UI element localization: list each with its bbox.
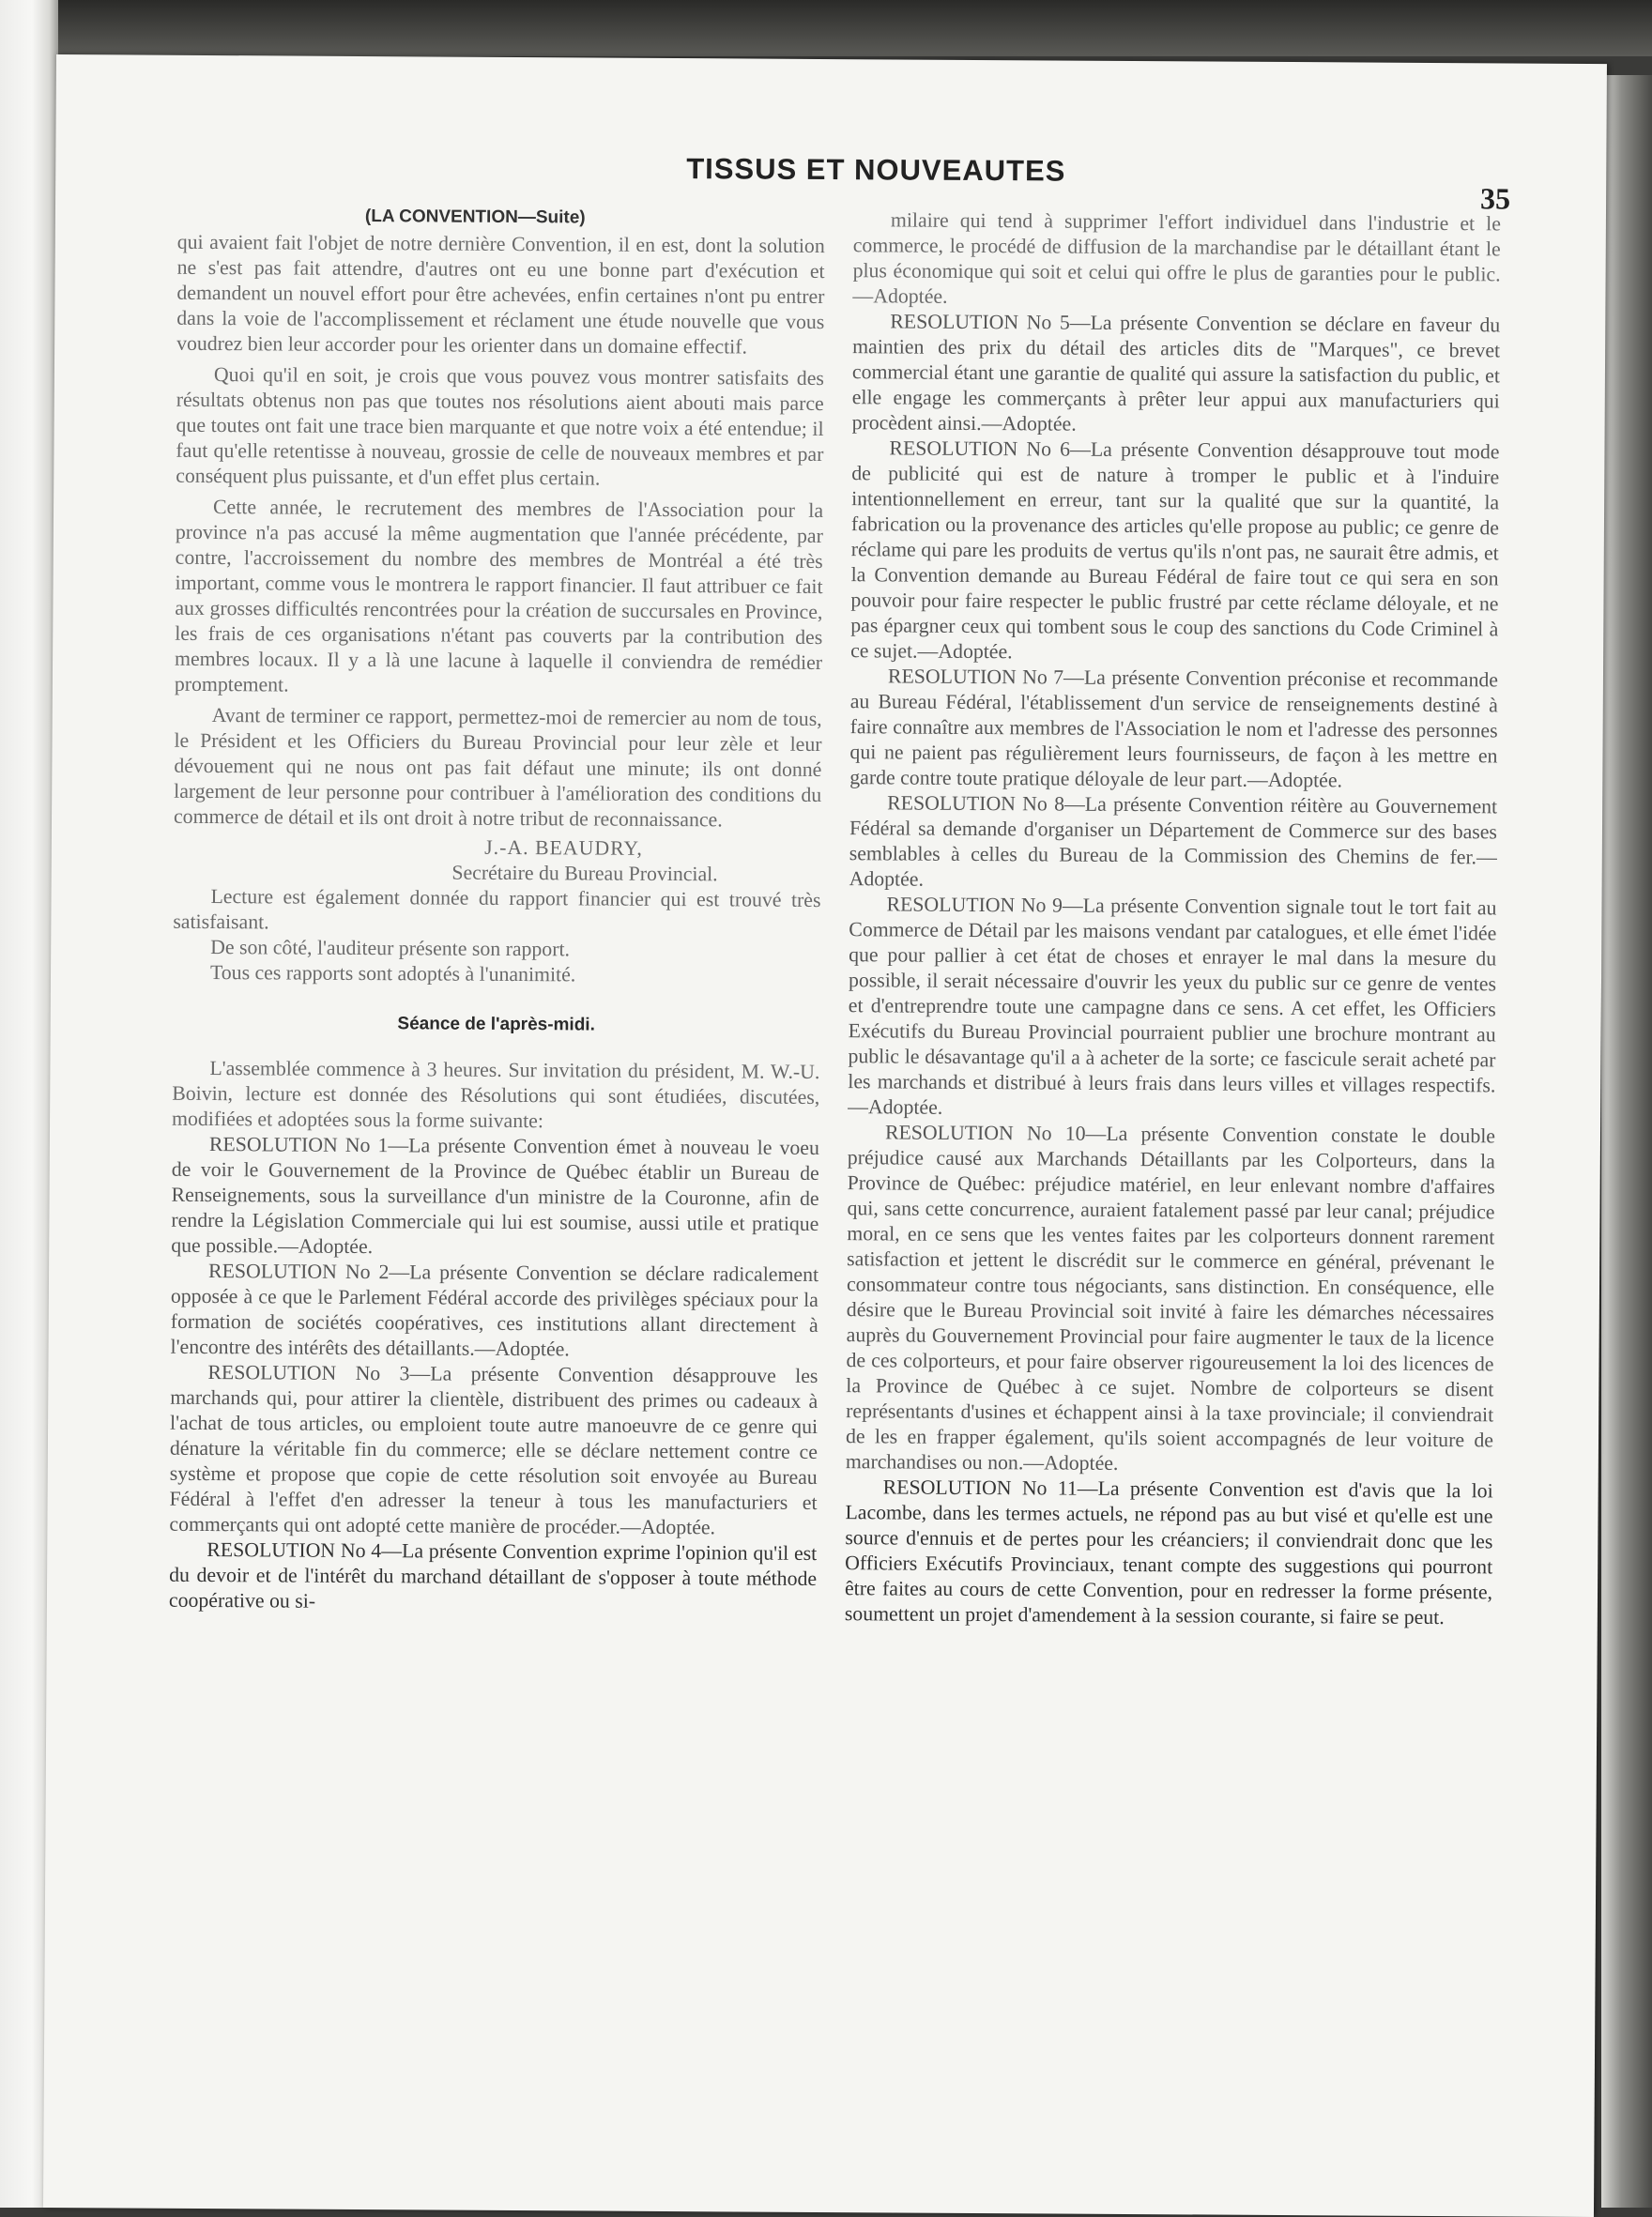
paragraph: Quoi qu'il en soit, je crois que vous pouvez vous montrer satisfaits des résultats obtenus non pas que toutes nos résolutions aient abouti mais parce que toutes ont fait une trace bien marquante et que notre voix a été entendue; il faut qu'elle retentisse à nouveau, grossie de celle de nouveaux membres et par conséquent plus puissante, et d'un effet plus certain. xyxy=(176,363,824,490)
continued-heading: (LA CONVENTION—Suite) xyxy=(364,206,586,228)
resolution-7: RESOLUTION No 7—La présente Convention préconise et recommande au Bureau Fédéral, l'établissement d'un service de renseignements destiné à faire connaître aux membres de l'Association le nom et l'adresse des personnes qui ne paient pas régulièrement leurs fournisseurs, de façon à les mettre en garde contre toute pratique déloyale de leur part.—Adoptée. xyxy=(849,665,1499,792)
paragraph: Tous ces rapports sont adoptés à l'unanimité. xyxy=(209,961,576,986)
resolution-9: RESOLUTION No 9—La présente Convention signale tout le tort fait au Commerce de Détail par les maisons vendant par catalogues, et elle émet l'idée que pour pallier à cet état de choses et enrayer le mal dans la mesure du possible, il serait nécessaire d'ouvrir les yeux du public sur ce genre de ventes et d'entreprendre toute une campagne dans ce sens. A cet effet, les Officiers Exécutifs du Bureau Provincial pourraient publier une brochure montrant au public le désavantage qu'il a à acheter de la sorte; ce fascicule serait acheté par les marchands et distribué à leurs frais dans leurs villes et villages respectifs.—Adoptée. xyxy=(848,893,1497,1119)
section-heading: Séance de l'après-midi. xyxy=(397,1014,595,1035)
right-column xyxy=(845,207,1501,1630)
left-column xyxy=(169,230,825,1617)
resolution-4: RESOLUTION No 4—La présente Convention exprime l'opinion qu'il est du devoir et de l'intérêt du marchand détaillant de s'opposer à toute méthode coopérative ou si- xyxy=(168,1538,818,1613)
resolution-5: RESOLUTION No 5—La présente Convention se déclare en faveur du maintien des prix du détail des articles dits de "Marques", ce brevet commercial étant une garantie de qualité qui assure la satisfaction du public, et elle engage les commerçants à prêter leur appui aux manufacturiers qui procèdent ainsi.—Adoptée. xyxy=(851,310,1501,436)
paragraph: Avant de terminer ce rapport, permettez-moi de remercier au nom de tous, le Président et les Officiers du Bureau Provincial pour leur zèle et leur dévouement qui ne nous ont pas fait défaut une minute; ils ont donné largement de leur personne pour contribuer à l'amélioration des conditions du commerce de détail et ils ont droit à notre tribut de reconnaissance. xyxy=(173,704,822,832)
resolution-2: RESOLUTION No 2—La présente Convention se déclare radicalement opposée à ce que le Parlement Fédéral accorde des privilèges spéciaux pour la formation de sociétés coopératives, ces institutions allant directement à l'encontre des intérêts des détaillants.—Adoptée. xyxy=(170,1260,819,1361)
running-title: TISSUS ET NOUVEAUTES xyxy=(686,152,1066,188)
book-page-edges xyxy=(1601,75,1652,2208)
signature-block xyxy=(174,833,821,888)
magazine-page xyxy=(43,54,1607,2217)
resolution-8: RESOLUTION No 8—La présente Convention réitère au Gouvernement Fédéral sa demande d'organiser un Département de Commerce sur des bases semblables à celles du Bureau de la Commission des Chemins de fer.—Adoptée. xyxy=(849,791,1498,891)
paragraph: De son côté, l'auditeur présente son rapport. xyxy=(210,936,571,961)
paragraph: qui avaient fait l'objet de notre dernière Convention, il en est, dont la solution ne s'est pas fait attendre, d'autres ont eu une bonne part d'exécution et demandent un nouvel effort pour être achevées, enfin certaines n'ont pu entrer dans la voie de l'accomplissement et réclament une étude nouvelle que vous voudrez bien leur accorder pour les orienter dans un domaine effectif. xyxy=(176,230,825,359)
resolution-10: RESOLUTION No 10—La présente Convention constate le double préjudice causé aux Marchands Détaillants par les Colporteurs, dans la Province de Québec: préjudice matériel, en leur enlevant nombre d'affaires qui, sans cette concurrence, auraient fatalement passé par leur canal; préjudice moral, en ce sens que les ventes faites par les colporteurs donnent rarement satisfaction et jettent le discrédit sur le commerce en général, prévenant le consommateur contre tous négociants, sans distinction. En conséquence, elle désire que le Bureau Provincial soit invité à faire les démarches nécessaires auprès du Gouvernement Provincial pour faire augmenter le taux de la licence de ces colporteurs, et pour faire observer rigoureusement la loi des licences de la Province de Québec à ce sujet. Nombre de colporteurs se disent représentants d'usines et échappent ainsi à la taxe provinciale; il conviendrait de les en frapper également, qu'ils soient accompagnés de leur voiture de marchandises ou non.—Adoptée. xyxy=(845,1121,1496,1475)
page-number: 35 xyxy=(1479,181,1511,216)
paragraph: Cette année, le recrutement des membres de l'Association pour la province n'a pas accusé la même augmentation que l'année précédente, par contre, l'accroissement du nombre des membres de Montréal a été très important, comme vous le montrera le rapport financier. Il faut attribuer ce fait aux grosses difficultés rencontrées pour la création de succursales en Province, les frais de ces organisations n'étant pas couverts par la contribution des membres locaux. Il y a là une lacune à laquelle il conviendra de remédier promptement. xyxy=(174,496,824,696)
scan-frame-top xyxy=(0,0,1652,56)
resolution-11: RESOLUTION No 11—La présente Convention est d'avis que la loi Lacombe, dans les termes actuels, ne répond pas au but visé et qu'elle est une source d'ennuis et de pertes pour les créanciers; il conviendrait donc que les Officiers Exécutifs Provinciaux, tenant compte des suggestions qui pourront être faites au cours de cette Convention, pour en redresser la forme présente, soumettent un projet d'amendement à la session courante, si faire se peut. xyxy=(844,1475,1493,1629)
signature-title: Secrétaire du Bureau Provincial. xyxy=(451,861,718,886)
signature-name: J.-A. BEAUDRY, xyxy=(484,835,643,860)
paragraph: Lecture est également donnée du rapport financier qui est trouvé très satisfaisant. xyxy=(173,885,821,934)
resolution-6: RESOLUTION No 6—La présente Convention désapprouve tout mode de publicité qui est de nature à tromper le public et à l'induire intentionnellement en erreur, tant sur la qualité que sur la quantité, la fabrication ou la provenance des articles qu'elle propose au public; ce genre de réclame qui pare les produits de vertus qu'ils n'ont pas, ne saurait être admis, et la Convention demande au Bureau Fédéral de faire tout ce qui sera en son pouvoir pour faire respecter le public frustré par cette réclame déloyale, et ne pas épargner ceux qui tombent sous le coup des sanctions du Code Criminel à ce sujet.—Adoptée. xyxy=(850,436,1500,664)
paragraph: milaire qui tend à supprimer l'effort individuel dans l'industrie et le commerce, le procédé de diffusion de la marchandise par le détaillant étant le plus économique qui soit et celui qui offre le plus de garanties pour le public.—Adoptée. xyxy=(852,208,1501,308)
resolution-1: RESOLUTION No 1—La présente Convention émet à nouveau le voeu de voir le Gouvernement de la Province de Québec établir un Bureau de Renseignements, sous la surveillance d'un ministre de la Couronne, afin de rendre la Législation Commerciale qui lui est soumise, aussi utile et pratique que possible.—Adoptée. xyxy=(171,1133,819,1259)
resolution-3: RESOLUTION No 3—La présente Convention désapprouve les marchands qui, pour attirer la clientèle, distribuent des primes ou cadeaux à l'achat de tous articles, ou emploient toute autre manoeuvre de ce genre qui dénature la véritable fin du commerce; elle se déclare nettement contre ce système et propose que copie de cette résolution soit envoyée au Bureau Fédéral à l'effet d'en adresser la teneur à tous les manufacturiers et commerçants qui ont adopté cette manière de procéder.—Adoptée. xyxy=(169,1361,818,1539)
paragraph: L'assemblée commence à 3 heures. Sur invitation du président, M. W.-U. Boivin, lecture est donnée des Résolutions qui sont étudiées, discutées, modifiées et adoptées sous la forme suivante: xyxy=(172,1057,820,1133)
